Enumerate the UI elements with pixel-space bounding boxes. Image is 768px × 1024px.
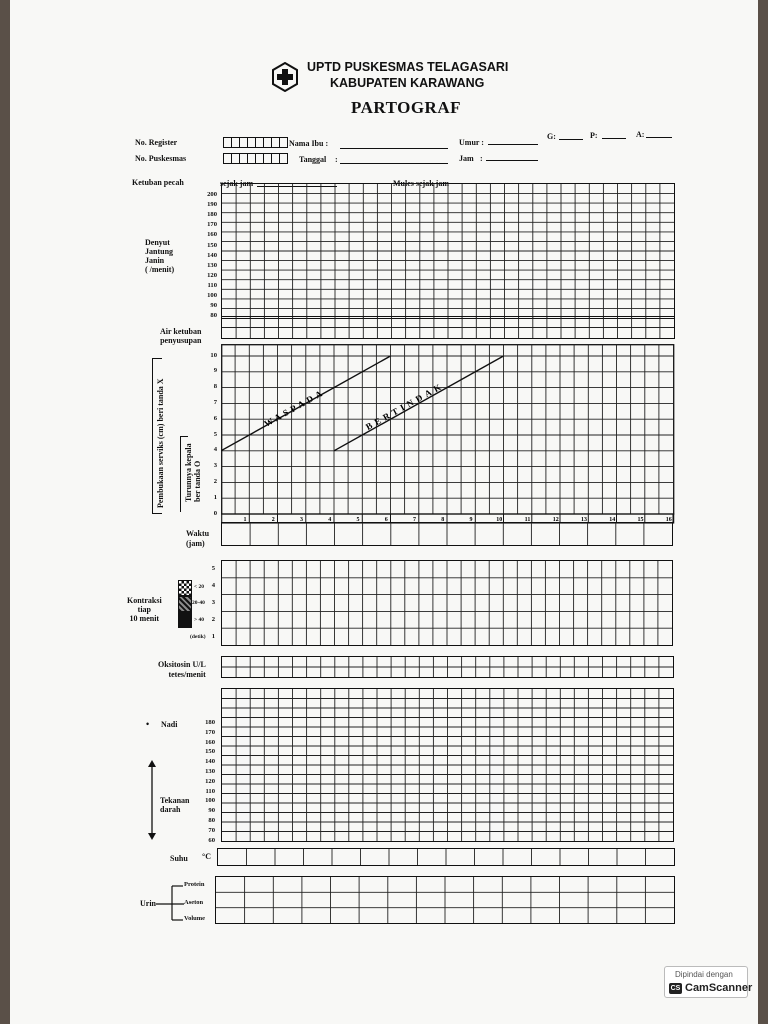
tick-label: 130: [205, 768, 215, 775]
waktu-label: [186, 529, 209, 549]
no-puskesmas-boxes[interactable]: [223, 153, 287, 164]
tick-label: 120: [205, 777, 215, 785]
air-ketuban-line: penyusupan: [160, 336, 202, 345]
double-arrow-icon: [147, 760, 157, 840]
djj-label: [145, 238, 174, 274]
org-name: UPTD PUSKESMAS TELAGASARI: [307, 60, 509, 74]
tick-label: 180: [205, 719, 215, 726]
oksitosin-label-line: Oksitosin U/L: [158, 660, 206, 669]
tick-label: 5: [213, 430, 217, 438]
air-ketuban-label: [160, 327, 201, 345]
mules-sejak-jam-label: Mules sejak jam: [393, 179, 449, 188]
hour-label: 12: [552, 517, 559, 523]
waspada-label: WASPADA: [262, 386, 327, 429]
tick-label: 3: [213, 462, 217, 470]
djj-grid[interactable]: [221, 183, 675, 319]
para-label: P:: [590, 131, 598, 140]
umur-field[interactable]: [488, 144, 538, 145]
tick-label: 170: [205, 728, 215, 736]
bertindak-label: BERTINDAK: [363, 380, 447, 433]
tekanan-label-line: Tekanan: [160, 796, 190, 805]
tick-label: 2: [211, 616, 215, 623]
oksitosin-label-line: tetes/menit: [168, 670, 206, 679]
watermark-line1: Dipindai dengan: [675, 970, 733, 979]
waktu-label-line: (jam): [186, 539, 205, 548]
tanggal-field[interactable]: [340, 163, 448, 164]
hour-label: 6: [384, 517, 388, 523]
cervix-grid[interactable]: [221, 344, 676, 524]
tick-label: 80: [210, 312, 217, 320]
djj-label-line: ( /menit): [145, 265, 175, 274]
tekanan-label: [160, 796, 190, 814]
para-field[interactable]: [602, 138, 626, 139]
legend-gt40: > 40: [194, 617, 205, 623]
urin-grid[interactable]: [215, 876, 675, 924]
tick-label: 150: [205, 748, 215, 756]
tick-label: 150: [207, 241, 217, 249]
camscanner-watermark: [664, 966, 753, 998]
kontraksi-label-line: tiap: [137, 605, 151, 614]
djj-label-line: Denyut: [145, 238, 170, 247]
tick-label: 100: [205, 797, 215, 805]
urin-protein-label: Protein: [184, 881, 205, 888]
tick-label: 90: [210, 302, 217, 310]
tick-label: 110: [207, 281, 217, 289]
descent-label-line: Turunnya kepala: [184, 443, 193, 502]
hour-label: 16: [665, 517, 672, 523]
no-register-label: No. Register: [135, 138, 178, 147]
tick-label: 4: [211, 582, 215, 589]
waktu-grid[interactable]: [221, 522, 673, 546]
tick-label: 7: [213, 398, 217, 406]
kontraksi-label-line: 10 menit: [129, 614, 160, 623]
oksitosin-grid[interactable]: [221, 656, 674, 678]
tick-label: 6: [213, 414, 217, 422]
tanggal-label: Tanggal: [299, 155, 327, 164]
descent-bracket-line: [180, 436, 181, 512]
gravida-label: G:: [547, 132, 556, 141]
hour-label: 13: [581, 517, 587, 523]
tick-label: 80: [208, 817, 215, 824]
kontraksi-legend-hatch-swatch: [178, 596, 192, 612]
kontraksi-grid[interactable]: [221, 560, 673, 646]
ketuban-pecah-label: Ketuban pecah: [132, 178, 184, 187]
hour-label: 8: [441, 517, 445, 523]
suhu-label: Suhu: [170, 854, 188, 863]
jam-field[interactable]: [486, 160, 538, 161]
tick-label: 10: [210, 351, 217, 359]
hour-label: 9: [469, 517, 473, 523]
tick-label: 4: [213, 446, 217, 454]
tekanan-label-line: darah: [160, 805, 181, 814]
urin-volume-label: Volume: [184, 915, 206, 922]
puskesmas-logo-icon: [272, 62, 298, 92]
hour-label: 3: [300, 517, 303, 523]
waktu-label-line: Waktu: [186, 529, 210, 538]
tick-label: 1: [211, 633, 215, 640]
tick-label: 60: [208, 836, 215, 844]
suhu-unit: °C: [202, 852, 211, 861]
tick-label: 130: [207, 261, 217, 269]
tick-label: 110: [205, 787, 215, 795]
tick-label: 9: [213, 367, 217, 375]
nadi-label: Nadi: [161, 720, 178, 729]
suhu-grid[interactable]: [217, 848, 675, 866]
nama-ibu-field[interactable]: [340, 148, 448, 149]
air-ketuban-grid[interactable]: [221, 316, 675, 339]
gravida-field[interactable]: [559, 139, 583, 140]
tick-label: 200: [207, 191, 217, 198]
partograf-sheet: [10, 0, 758, 1024]
tick-label: 5: [211, 565, 215, 572]
urin-label: Urin: [140, 899, 156, 908]
no-register-boxes[interactable]: [223, 137, 287, 148]
urin-bracket-icon: [156, 883, 186, 923]
hour-label: 10: [496, 517, 503, 523]
tick-label: 2: [213, 477, 217, 485]
tick-label: 120: [207, 271, 217, 279]
oksitosin-label: [158, 660, 206, 680]
kontraksi-legend-dots-swatch: [178, 580, 192, 596]
hour-label: 15: [637, 517, 644, 523]
cervix-bracket-line: [152, 358, 153, 514]
hour-label: 1: [243, 517, 247, 523]
nama-ibu-label: Nama Ibu :: [289, 139, 329, 148]
kontraksi-label: [127, 596, 162, 623]
tanggal-colon: :: [335, 155, 338, 164]
hour-label: 5: [356, 517, 360, 523]
no-puskesmas-label: No. Puskesmas: [135, 154, 187, 163]
tick-label: 100: [207, 292, 217, 299]
sejak-jam-label: sejak jam: [220, 179, 254, 188]
tick-label: 0: [213, 509, 217, 517]
jam-colon: :: [480, 154, 483, 163]
tick-label: 3: [211, 599, 215, 606]
tick-label: 90: [208, 807, 215, 815]
air-ketuban-line: Air ketuban: [160, 327, 202, 336]
camscanner-logo-icon: CS: [670, 985, 681, 992]
nadi-bullet-icon: •: [146, 719, 150, 729]
tick-label: 1: [213, 493, 217, 501]
tick-label: 170: [207, 221, 217, 229]
cervix-bracket-bottom: [152, 513, 162, 514]
legend-detik: (detik): [190, 634, 206, 640]
watermark-line2: CamScanner: [685, 982, 753, 994]
legend-20-40: 20-40: [192, 600, 205, 606]
kontraksi-label-line: Kontraksi: [127, 596, 162, 605]
hour-label: 4: [328, 517, 332, 523]
kontraksi-legend-solid-swatch: [178, 612, 192, 628]
umur-label: Umur :: [459, 138, 484, 147]
tick-label: 190: [207, 201, 217, 209]
jam-label: Jam: [459, 154, 474, 163]
abortus-field[interactable]: [646, 137, 672, 138]
tick-label: 160: [207, 231, 217, 239]
hour-label: 7: [413, 517, 416, 523]
djj-label-line: Janin: [145, 256, 165, 265]
tick-label: 160: [205, 738, 215, 746]
descent-bracket-top: [180, 436, 188, 437]
cervix-axis-label: Pembukaan serviks (cm) beri tanda X: [156, 378, 165, 508]
tick-label: 140: [205, 758, 215, 766]
legend-lt20: < 20: [194, 584, 205, 590]
nadi-tekanan-grid[interactable]: [221, 688, 674, 842]
cervix-bracket-top: [152, 358, 162, 359]
tick-label: 70: [208, 826, 215, 834]
tick-label: 8: [213, 383, 217, 391]
hour-label: 2: [271, 517, 275, 523]
region-name: KABUPATEN KARAWANG: [330, 76, 485, 90]
tick-label: 140: [207, 251, 217, 259]
hour-label: 11: [524, 517, 531, 523]
urin-aseton-label: Aseton: [184, 899, 204, 906]
hour-label: 14: [609, 517, 616, 523]
tick-label: 180: [207, 211, 217, 219]
abortus-label: A:: [636, 130, 645, 139]
descent-label-line: ber tanda O: [193, 460, 202, 502]
djj-label-line: Jantung: [145, 247, 174, 256]
page-title: PARTOGRAF: [351, 98, 461, 117]
